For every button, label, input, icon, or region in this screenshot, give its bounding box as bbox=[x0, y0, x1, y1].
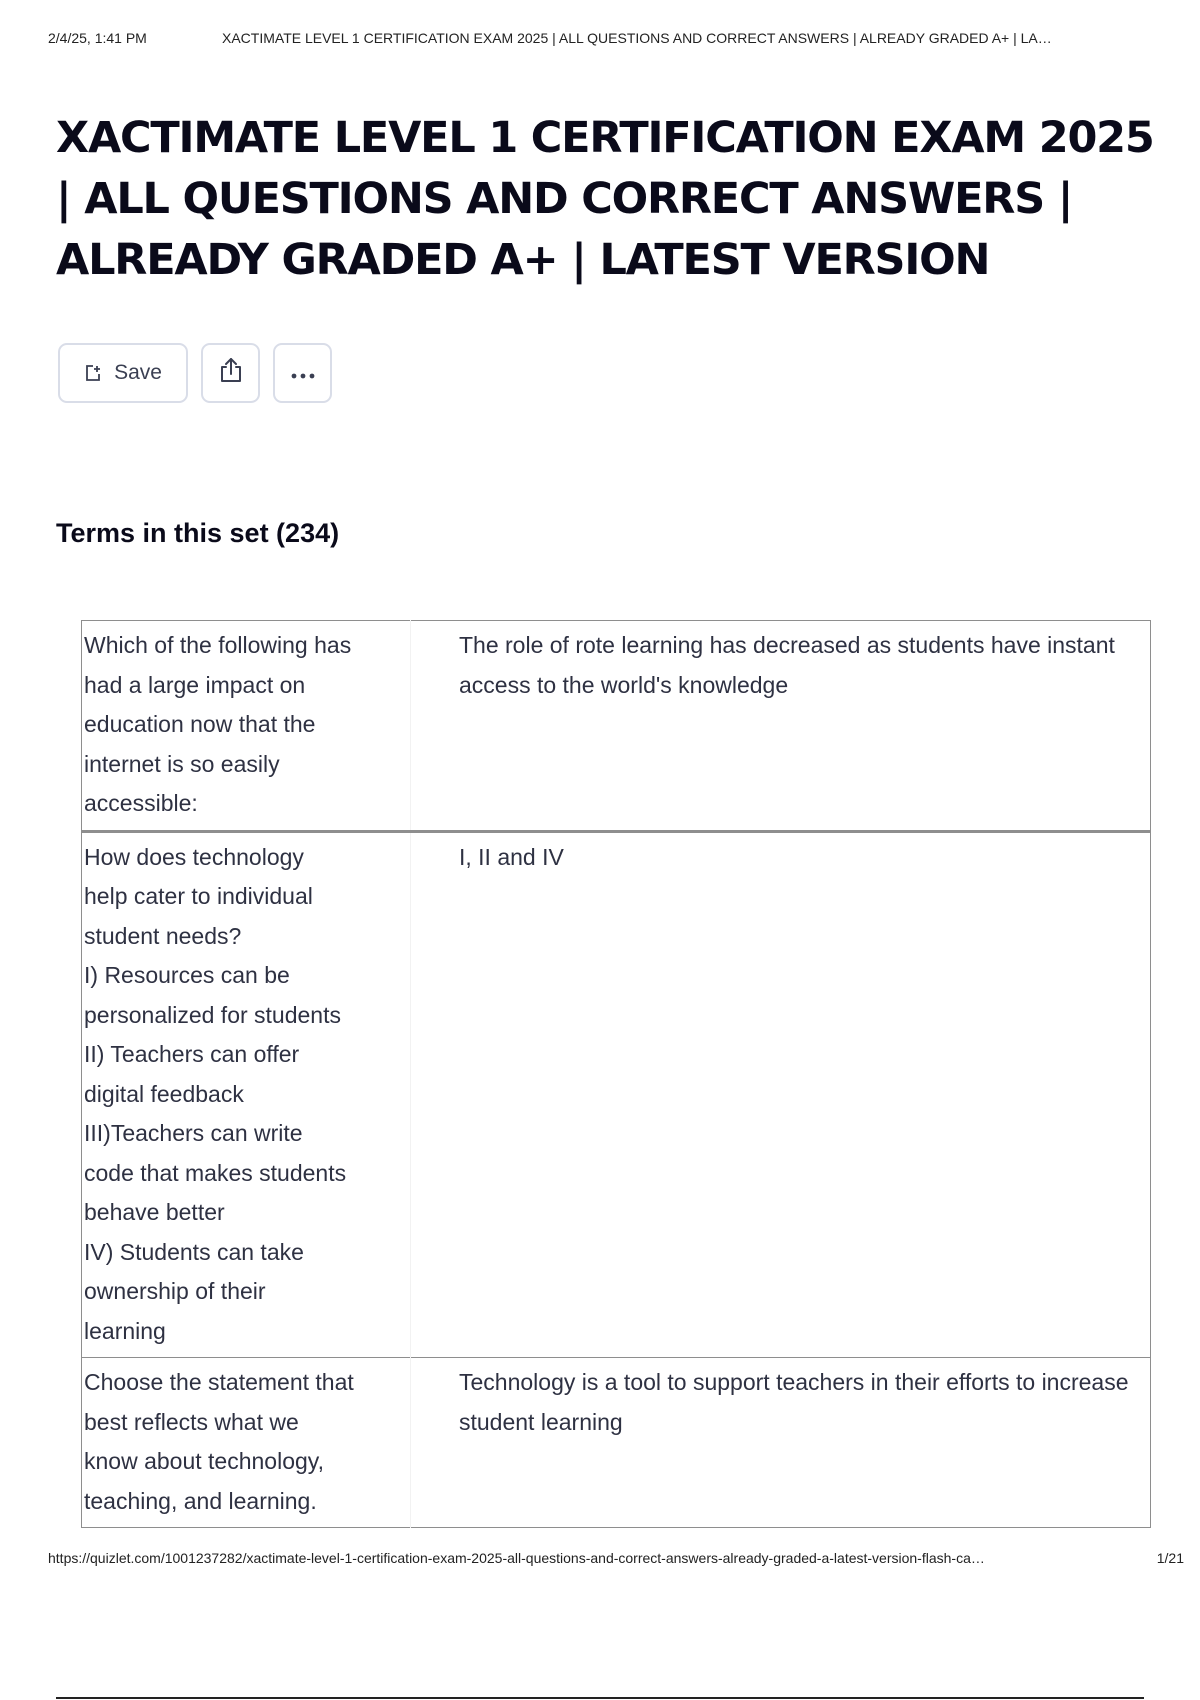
term-text-line: best reflects what we bbox=[84, 1408, 299, 1435]
definition-text: The role of rote learning has decreased as students have instant access to the world's knowledge bbox=[459, 632, 1115, 698]
page-divider bbox=[56, 1697, 1144, 1699]
definition-text: Technology is a tool to support teachers in their efforts to increase student learning bbox=[459, 1369, 1129, 1435]
term-text-line: learning bbox=[84, 1317, 166, 1344]
term-text-line: personalized for students bbox=[84, 1001, 341, 1028]
term-text-line: III)Teachers can write bbox=[84, 1120, 303, 1146]
term-text-line: education now that the bbox=[84, 711, 316, 737]
term-text-line: ownership of their bbox=[84, 1278, 266, 1304]
term-text-line: Which of the following has bbox=[84, 632, 352, 658]
save-button[interactable] bbox=[58, 343, 188, 403]
save-icon bbox=[84, 364, 102, 382]
term-text-line: code that makes students bbox=[84, 1159, 347, 1186]
print-footer bbox=[48, 1550, 1184, 1570]
definition-cell bbox=[411, 621, 1151, 832]
share-icon bbox=[218, 356, 244, 390]
terms-table bbox=[81, 620, 1151, 1528]
terms-count-heading: Terms in this set (234) bbox=[56, 518, 340, 548]
print-url: https://quizlet.com/1001237282/xactimate-level-1-certification-exam-2025-all-questions-and-correct-answers-already-graded-a-latest-version-flash-ca… bbox=[48, 1550, 985, 1566]
term-text-line: I) Resources can be bbox=[84, 962, 290, 988]
term-text-line: behave better bbox=[84, 1199, 225, 1225]
more-icon bbox=[290, 361, 316, 385]
term-cell bbox=[82, 1358, 411, 1528]
term-text-line: How does technology bbox=[84, 843, 304, 870]
term-text-line: help cater to individual bbox=[84, 883, 313, 909]
term-text-line: student needs? bbox=[84, 922, 242, 949]
save-button-label: Save bbox=[114, 361, 162, 384]
term-text-line: had a large impact on bbox=[84, 671, 306, 698]
term-cell bbox=[82, 831, 411, 1358]
print-document-title: XACTIMATE LEVEL 1 CERTIFICATION EXAM 2025 | ALL QUESTIONS AND CORRECT ANSWERS | ALREADY GRADED A+ | LA… bbox=[222, 30, 1052, 46]
term-text-line: internet is so easily bbox=[84, 750, 280, 777]
print-datetime: 2/4/25, 1:41 PM bbox=[48, 30, 147, 46]
print-header bbox=[48, 30, 1178, 50]
term-row bbox=[82, 621, 1151, 832]
term-row bbox=[82, 1358, 1151, 1528]
definition-cell bbox=[411, 1358, 1151, 1528]
term-cell bbox=[82, 621, 411, 832]
term-text-line: digital feedback bbox=[84, 1080, 244, 1107]
term-text-line: IV) Students can take bbox=[84, 1238, 304, 1265]
page-number: 1/21 bbox=[1156, 1550, 1184, 1566]
term-text-line: Choose the statement that bbox=[84, 1369, 354, 1395]
term-text-line: accessible: bbox=[84, 790, 198, 816]
definition-text: I, II and IV bbox=[459, 843, 564, 870]
term-text-line: teaching, and learning. bbox=[84, 1487, 317, 1514]
term-text-line: II) Teachers can offer bbox=[84, 1041, 300, 1067]
term-text-line: know about technology, bbox=[84, 1448, 324, 1474]
share-button[interactable] bbox=[201, 343, 260, 403]
action-bar bbox=[58, 343, 345, 403]
page-title: XACTIMATE LEVEL 1 CERTIFICATION EXAM 2025 | ALL QUESTIONS AND CORRECT ANSWERS | ALREADY GRADED A+ | LATEST VERSION bbox=[56, 113, 1154, 285]
definition-cell bbox=[411, 831, 1151, 1358]
term-row bbox=[82, 831, 1151, 1358]
more-options-button[interactable] bbox=[273, 343, 332, 403]
